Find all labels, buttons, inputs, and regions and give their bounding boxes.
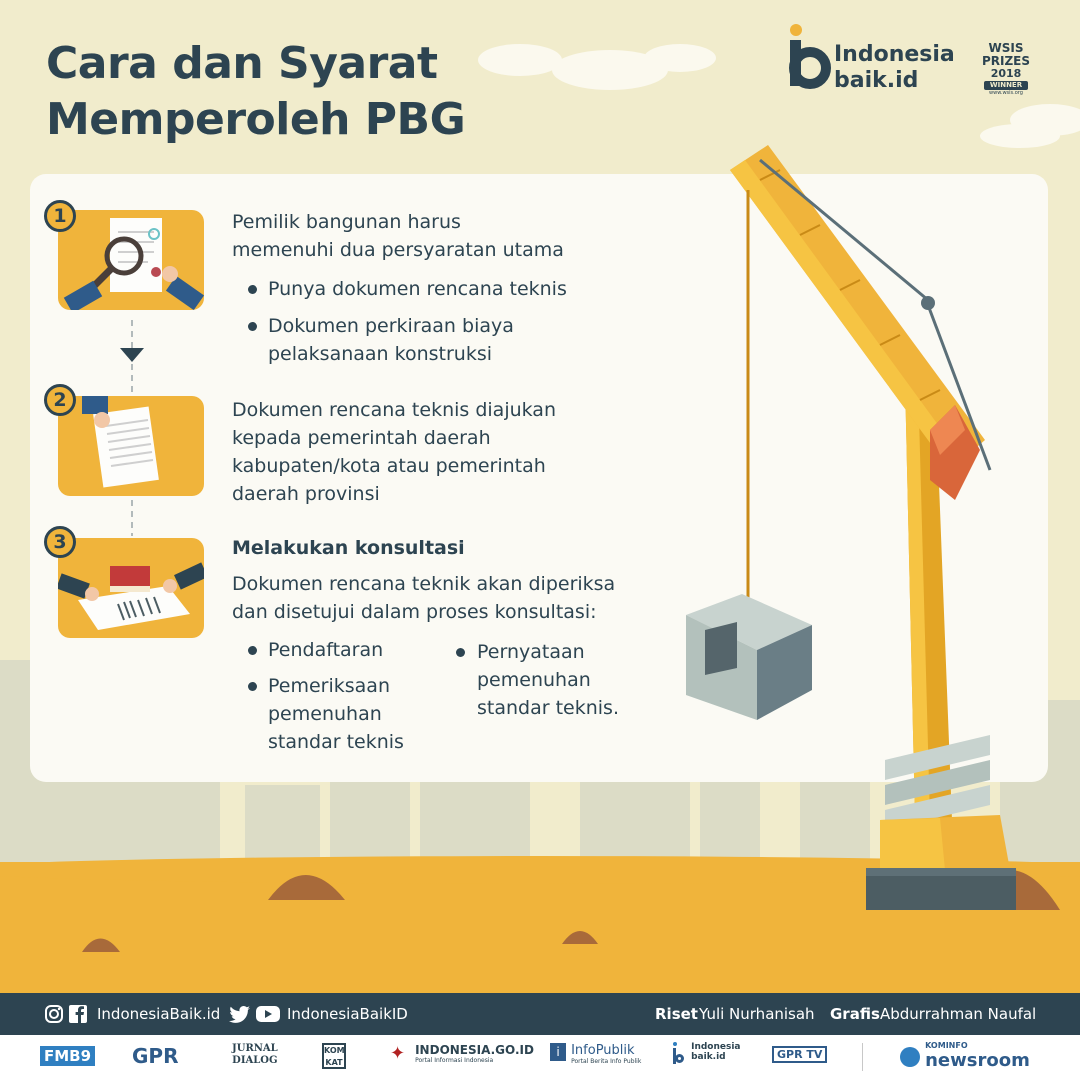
indonesia-go-id-text: INDONESIA.GO.ID [415, 1043, 534, 1057]
step-1-bullet-1 [248, 285, 257, 294]
step-3-bullet-2-line-2: pemenuhan [268, 703, 382, 725]
step-1-text-line-1: Pemilik bangunan harus [232, 211, 461, 233]
indonesia-go-id-sub: Portal Informasi Indonesia [415, 1057, 494, 1064]
newsroom-text: newsroom [925, 1050, 1030, 1071]
step-1-illustration [58, 210, 204, 310]
step-2-line-4: daerah provinsi [232, 483, 380, 505]
step-3-bullet-2 [248, 682, 257, 691]
instagram-icon[interactable] [44, 1004, 64, 1024]
infopublik-logo [550, 1043, 641, 1065]
kominfo-text: KOMINFO [925, 1041, 968, 1050]
award-line-3: 2018 [990, 67, 1022, 80]
grafis-label: Grafis [830, 1005, 880, 1023]
step-1-bullet-2 [248, 322, 257, 331]
gpr-tv-logo: GPR TV [772, 1046, 827, 1063]
indonesiabaik-logo [786, 22, 976, 102]
step-1-text-line-2: memenuhi dua persyaratan utama [232, 239, 564, 261]
step-1-bullet-2-line-1: Dokumen perkiraan biaya [268, 315, 514, 337]
step-3-bullet-3-line-1: Pernyataan [477, 641, 585, 663]
document-hand-icon [58, 396, 204, 496]
indonesiabaik-logo-icon [786, 22, 834, 92]
jurnal-line-2: DIALOG [232, 1055, 278, 1066]
twitter-icon[interactable] [228, 1004, 252, 1024]
step-3-text-line-1: Dokumen rencana teknik akan diperiksa [232, 573, 616, 595]
kominfo-globe-icon [900, 1047, 920, 1067]
step-3-bullet-3-line-3: standar teknis. [477, 697, 619, 719]
page-title [46, 36, 465, 148]
step-2-line-2: kepada pemerintah daerah [232, 427, 491, 449]
consultation-desk-icon [58, 538, 204, 638]
riset-name: Yuli Nurhanisah [699, 1005, 815, 1023]
gpr-logo: GPR [132, 1044, 179, 1068]
step-3-bullet-1-text: Pendaftaran [268, 639, 384, 661]
garuda-icon: ✦ [390, 1043, 406, 1064]
social-handle-right[interactable]: IndonesiaBaikID [287, 1005, 408, 1023]
step-2-illustration [58, 396, 204, 496]
footer-bar [0, 993, 1080, 1035]
jurnal-dialog-logo [232, 1043, 278, 1067]
award-line-2: PRIZES [981, 54, 1031, 68]
award-line-1: WSIS [988, 41, 1024, 55]
title-line-1: Cara dan Syarat [46, 38, 438, 89]
step-2-line-1: Dokumen rencana teknis diajukan [232, 399, 556, 421]
award-line-5: www.wsis.org [989, 90, 1023, 96]
step-3-bullet-1 [248, 646, 257, 655]
step-3-heading: Melakukan konsultasi [232, 537, 465, 559]
step-2-line-3: kabupaten/kota atau pemerintah [232, 455, 546, 477]
komkat-logo: KOM KAT [322, 1043, 346, 1069]
facebook-icon[interactable] [68, 1004, 88, 1024]
ib-partner-line-2: baik.id [691, 1052, 726, 1062]
fmb9-logo: FMB9 [40, 1046, 95, 1066]
step-connector-arrow [118, 312, 148, 402]
indonesiabaik-partner-logo [672, 1042, 741, 1066]
award-line-4: WINNER [984, 81, 1028, 90]
infopublik-sub: Portal Berita Info Publik [571, 1058, 642, 1065]
step-3-illustration [58, 538, 204, 638]
step-3-text-line-2: dan disetujui dalam proses konsultasi: [232, 601, 597, 623]
title-line-2: Memperoleh PBG [46, 94, 466, 145]
indonesiabaik-partner-icon [672, 1042, 684, 1066]
ib-partner-line-1: Indonesia [691, 1042, 741, 1052]
step-3-number: 3 [44, 526, 76, 558]
partner-logos-bar [0, 1035, 1080, 1080]
step-1-number: 1 [44, 200, 76, 232]
step-connector-line [118, 496, 148, 540]
document-magnifier-icon [58, 210, 204, 310]
step-3-bullet-3-line-2: pemenuhan [477, 669, 591, 691]
jurnal-line-1: JURNAL [232, 1043, 278, 1054]
step-1-bullet-1-text: Punya dokumen rencana teknis [268, 278, 567, 300]
logo-line-1: Indonesia [834, 42, 955, 67]
step-3-bullet-2-line-3: standar teknis [268, 731, 404, 753]
step-3-bullet-3 [456, 648, 465, 657]
riset-label: Riset [655, 1005, 698, 1023]
kominfo-newsroom-logo [900, 1041, 1030, 1072]
youtube-icon[interactable] [255, 1004, 281, 1024]
logo-line-2: baik.id [834, 68, 919, 93]
indonesia-go-id-logo [390, 1043, 534, 1065]
step-3-bullet-2-line-1: Pemeriksaan [268, 675, 390, 697]
infopublik-text: InfoPublik [571, 1043, 635, 1058]
social-handle-left[interactable]: IndonesiaBaik.id [97, 1005, 221, 1023]
partner-divider [862, 1043, 863, 1071]
step-1-bullet-2-line-2: pelaksanaan konstruksi [268, 343, 493, 365]
infopublik-icon: i [550, 1043, 566, 1061]
wsis-award-badge [974, 36, 1038, 102]
grafis-name: Abdurrahman Naufal [880, 1005, 1037, 1023]
step-2-number: 2 [44, 384, 76, 416]
